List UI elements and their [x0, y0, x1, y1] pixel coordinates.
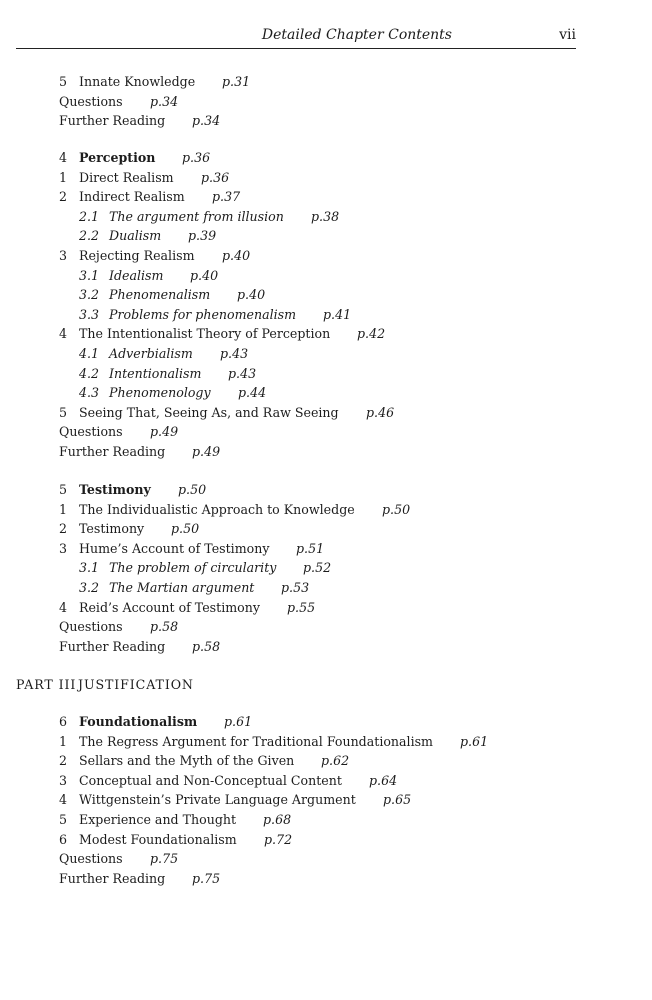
page-number: vii — [559, 27, 576, 43]
entry-page-ref: p.36 — [182, 150, 211, 165]
entry-page-ref: p.49 — [192, 444, 221, 459]
entry-title: The Martian argument — [109, 580, 255, 595]
entry-page-ref: p.68 — [263, 812, 292, 827]
entry-title: Hume’s Account of Testimony — [79, 541, 270, 556]
entry-title: Idealism — [109, 268, 164, 283]
entry-title: Foundationalism — [79, 714, 198, 729]
entry-page-ref: p.31 — [222, 74, 251, 89]
entry-page-ref: p.37 — [212, 189, 241, 204]
entry-page-ref: p.34 — [192, 113, 221, 129]
entry-title: Reid’s Account of Testimony — [79, 600, 260, 615]
part-number: PART III — [16, 677, 77, 692]
section-number: 4 — [59, 326, 68, 341]
entry-page-ref: p.40 — [237, 287, 266, 302]
entry-page-ref: p.44 — [238, 385, 267, 400]
entry-title: Questions — [59, 424, 123, 439]
section-number: 2 — [59, 753, 68, 768]
entry-title: The Individualistic Approach to Knowledge — [79, 502, 355, 517]
entry-page-ref: p.36 — [201, 170, 230, 185]
entry-title: Direct Realism — [79, 170, 174, 185]
entry-title: Further Reading — [59, 444, 166, 459]
section-number: 6 — [59, 832, 68, 847]
entry-title: Further Reading — [59, 639, 166, 654]
section-number: 4 — [59, 792, 68, 807]
entry-page-ref: p.65 — [383, 792, 412, 807]
entry-page-ref: p.43 — [228, 366, 257, 381]
entry-page-ref: p.62 — [321, 753, 350, 768]
section-number: 3 — [59, 541, 68, 556]
entry-page-ref: p.39 — [188, 228, 217, 243]
subsection-number: 2.1 — [79, 209, 100, 224]
entry-title: Perception — [79, 150, 156, 165]
subsection-number: 3.1 — [79, 268, 100, 283]
entry-page-ref: p.42 — [357, 326, 386, 341]
entry-title: The Regress Argument for Traditional Foundationalism — [79, 734, 434, 749]
entry-title: Phenomenalism — [109, 287, 211, 302]
entry-page-ref: p.75 — [150, 851, 179, 866]
entry-title: Phenomenology — [109, 385, 211, 400]
entry-title: The argument from illusion — [109, 209, 284, 224]
entry-page-ref: p.72 — [264, 832, 293, 847]
subsection-number: 3.3 — [79, 307, 100, 322]
entry-title: Experience and Thought — [79, 812, 237, 827]
entry-page-ref: p.50 — [178, 482, 207, 497]
section-number: 2 — [59, 189, 68, 204]
entry-title: Questions — [59, 851, 123, 866]
subsection-number: 4.3 — [79, 385, 100, 400]
entry-title: Sellars and the Myth of the Given — [79, 753, 295, 768]
entry-title: Testimony — [79, 482, 151, 497]
entry-page-ref: p.75 — [192, 871, 221, 886]
entry-title: Testimony — [79, 521, 145, 536]
part-heading — [16, 675, 194, 695]
entry-title: The Intentionalist Theory of Perception — [79, 326, 331, 341]
entry-page-ref: p.53 — [281, 580, 310, 595]
entry-title: Questions — [59, 619, 123, 634]
entry-title: Adverbialism — [109, 346, 193, 361]
entry-page-ref: p.61 — [460, 734, 489, 749]
entry-page-ref: p.49 — [150, 424, 179, 439]
entry-title: Rejecting Realism — [79, 248, 195, 263]
entry-page-ref: p.64 — [369, 773, 398, 788]
entry-title: Problems for phenomenalism — [109, 307, 297, 322]
section-number: 2 — [59, 521, 68, 536]
chapter-number: 5 — [59, 482, 68, 497]
running-header — [16, 26, 576, 49]
entry-title: Modest Foundationalism — [79, 832, 237, 847]
subsection-number: 3.2 — [79, 580, 100, 595]
section-number: 5 — [59, 812, 68, 827]
subsection-number: 3.1 — [79, 560, 100, 575]
entry-page-ref: p.58 — [150, 619, 179, 634]
entry-title: Wittgenstein’s Private Language Argument — [79, 792, 356, 807]
section-number: 4 — [59, 600, 68, 615]
chapter-number: 4 — [59, 150, 68, 165]
section-number: 5 — [59, 74, 68, 89]
entry-title: Further Reading — [59, 113, 166, 129]
subsection-number: 2.2 — [79, 228, 100, 243]
entry-page-ref: p.40 — [190, 268, 219, 283]
entry-page-ref: p.58 — [192, 639, 221, 654]
running-title: Detailed Chapter Contents — [261, 27, 452, 43]
entry-page-ref: p.55 — [287, 600, 316, 615]
part-title: JUSTIFICATION — [78, 677, 194, 692]
chapter-number: 6 — [59, 714, 68, 729]
entry-title: Questions — [59, 93, 123, 109]
section-number: 1 — [59, 502, 68, 517]
entry-title: Intentionalism — [109, 366, 202, 381]
section-number: 1 — [59, 170, 68, 185]
entry-page-ref: p.50 — [382, 502, 411, 517]
entry-page-ref: p.38 — [311, 209, 340, 224]
entry-page-ref: p.34 — [150, 93, 179, 109]
subsection-number: 3.2 — [79, 287, 100, 302]
subsection-number: 4.2 — [79, 366, 100, 381]
entry-page-ref: p.61 — [224, 714, 253, 729]
entry-title: The problem of circularity — [109, 560, 277, 575]
entry-page-ref: p.51 — [296, 541, 325, 556]
entry-page-ref: p.43 — [220, 346, 249, 361]
entry-title: Further Reading — [59, 871, 166, 886]
entry-page-ref: p.40 — [222, 248, 251, 263]
section-number: 1 — [59, 734, 68, 749]
entry-title: Seeing That, Seeing As, and Raw Seeing — [79, 405, 339, 420]
entry-page-ref: p.50 — [171, 521, 200, 536]
entry-page-ref: p.46 — [366, 405, 395, 420]
entry-page-ref: p.41 — [323, 307, 352, 322]
section-number: 3 — [59, 773, 68, 788]
entry-title: Indirect Realism — [79, 189, 185, 204]
entry-title: Dualism — [109, 228, 162, 243]
entry-title: Innate Knowledge — [79, 74, 196, 89]
entry-title: Conceptual and Non-Conceptual Content — [79, 773, 342, 788]
entry-page-ref: p.52 — [303, 560, 332, 575]
subsection-number: 4.1 — [79, 346, 100, 361]
section-number: 3 — [59, 248, 68, 263]
section-number: 5 — [59, 405, 68, 420]
